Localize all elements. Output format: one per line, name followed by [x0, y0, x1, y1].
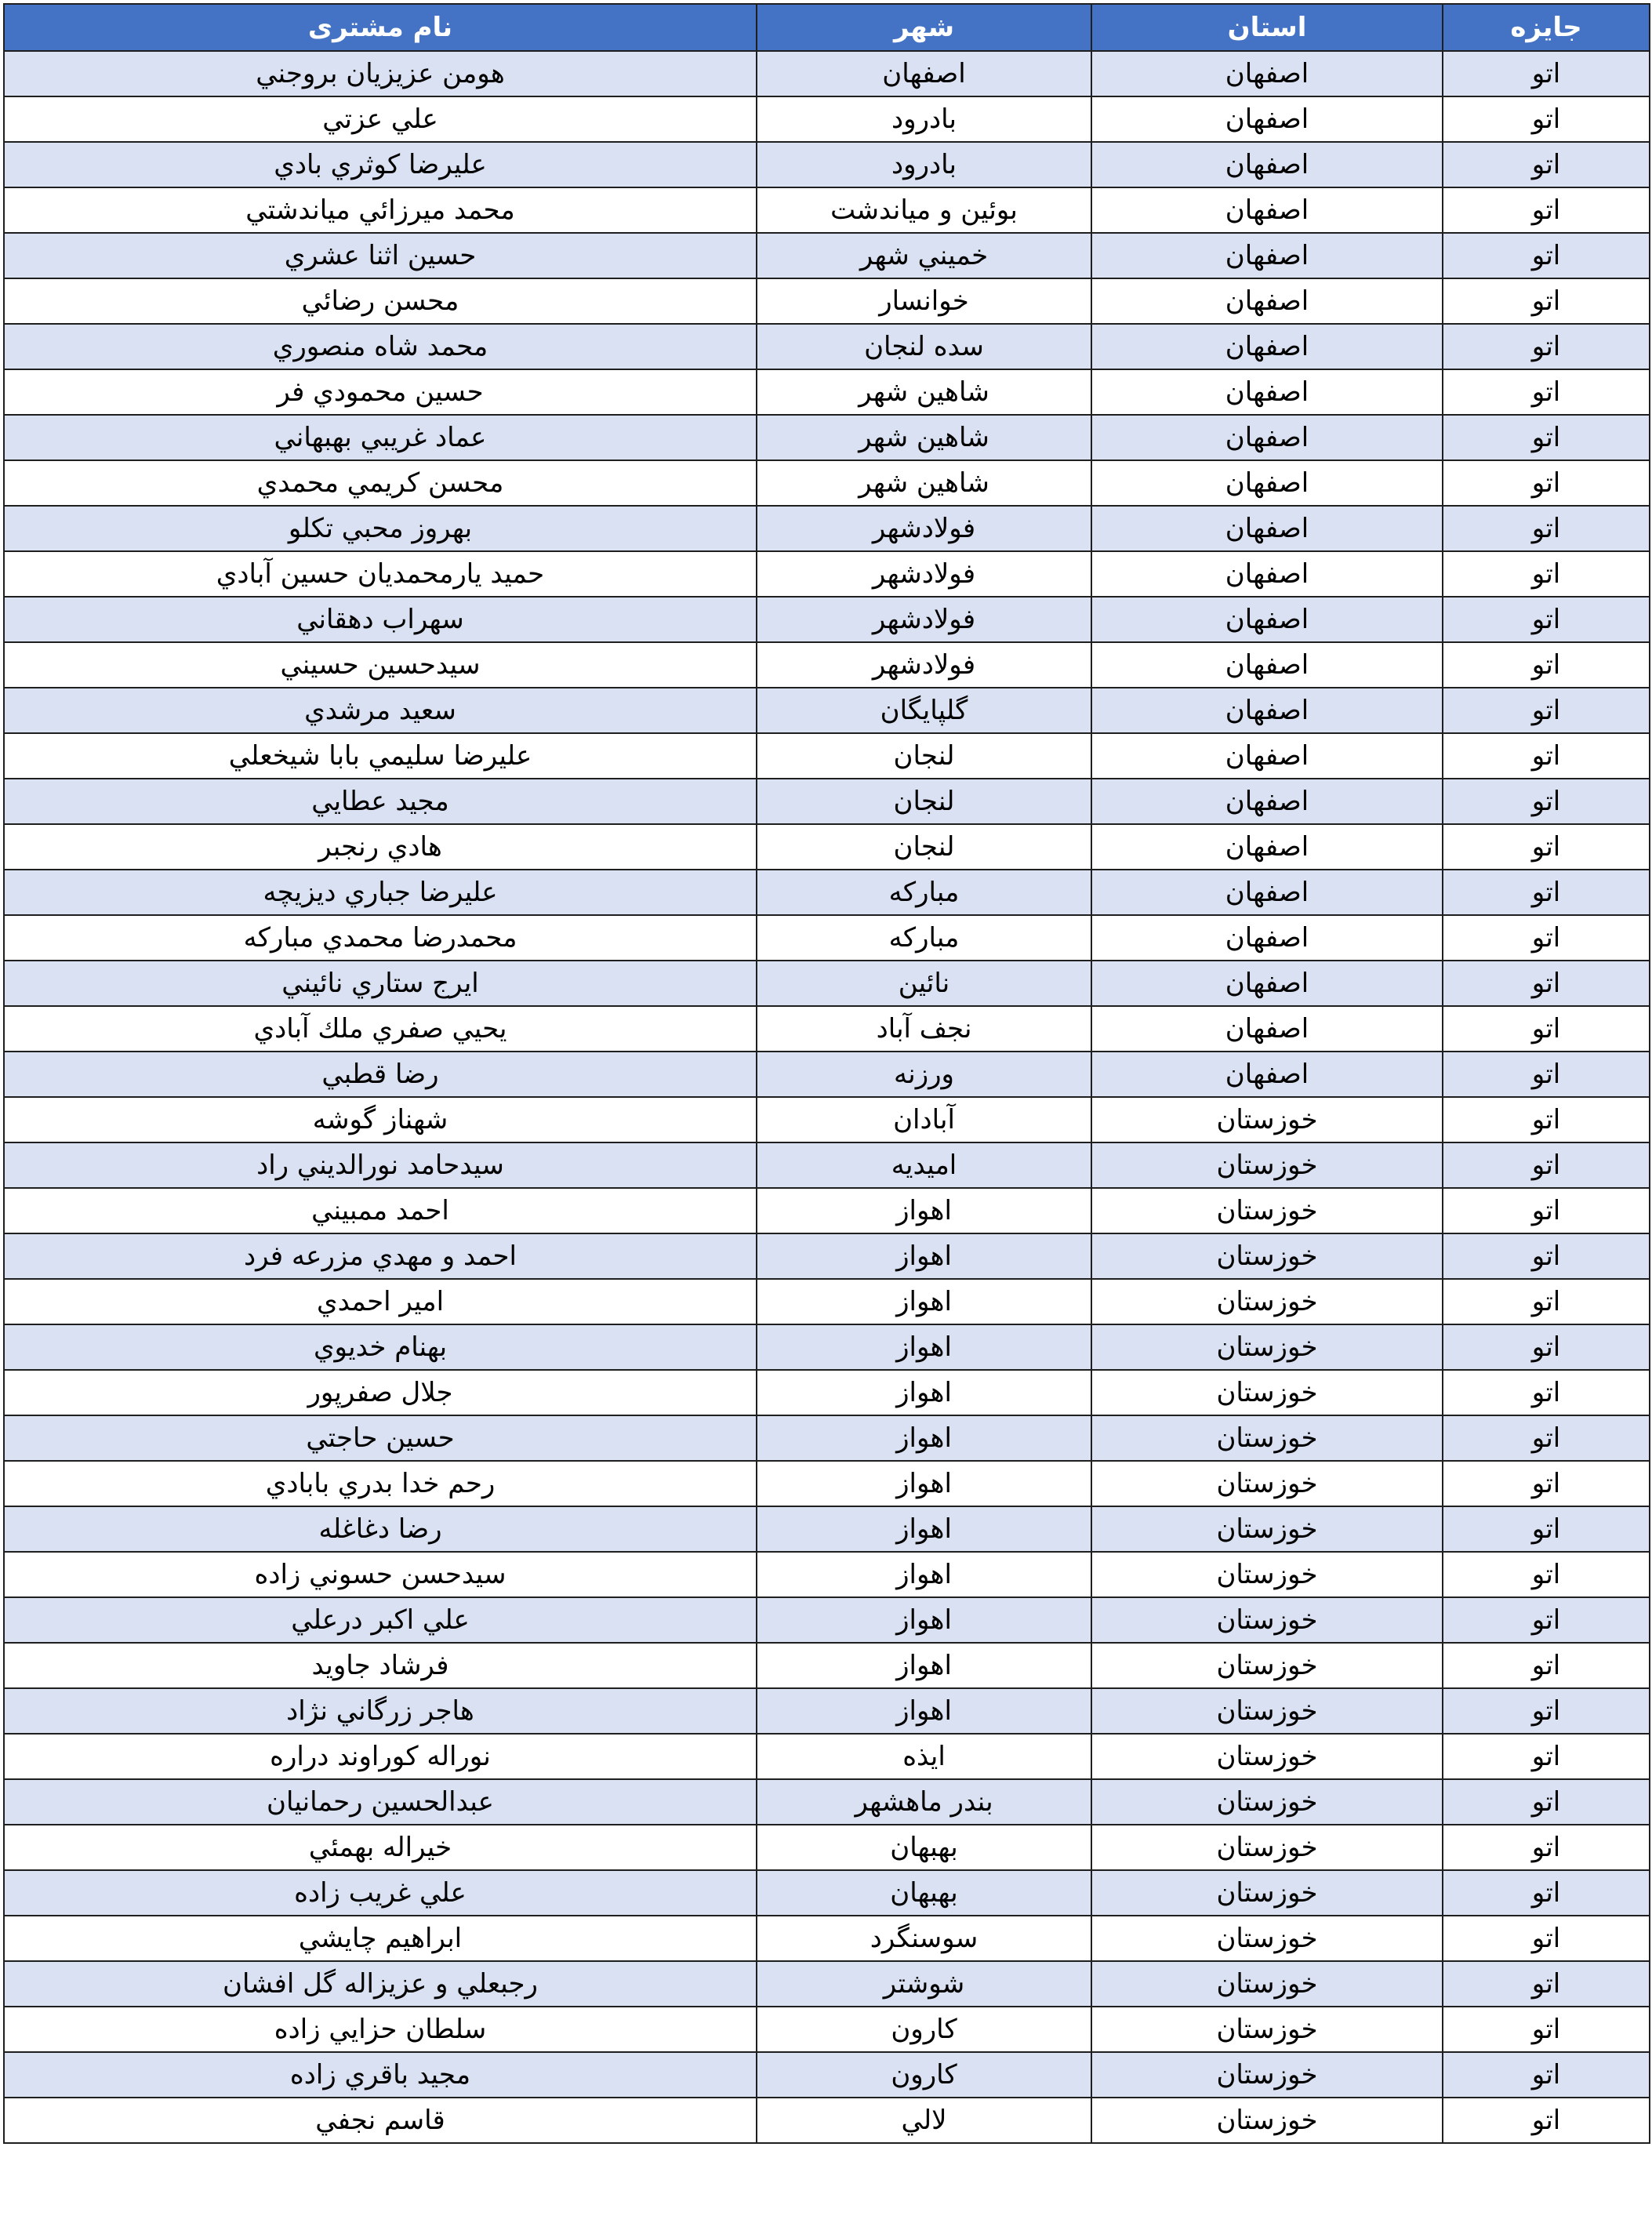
cell-province: اصفهان — [1091, 1052, 1443, 1097]
cell-prize: اتو — [1443, 324, 1650, 369]
cell-prize: اتو — [1443, 2052, 1650, 2098]
table-row — [4, 278, 1650, 324]
cell-name: علي غريب زاده — [4, 1870, 757, 1916]
table-row — [4, 1052, 1650, 1097]
cell-name: حميد يارمحمديان حسين آبادي — [4, 551, 757, 597]
cell-prize: اتو — [1443, 1506, 1650, 1552]
table-row — [4, 1415, 1650, 1461]
cell-name: محسن كريمي محمدي — [4, 460, 757, 506]
cell-name: احمد و مهدي مزرعه فرد — [4, 1233, 757, 1279]
cell-name: بهنام خديوي — [4, 1324, 757, 1370]
cell-name: سعيد مرشدي — [4, 688, 757, 733]
cell-city: كارون — [757, 2052, 1091, 2098]
cell-province: خوزستان — [1091, 2052, 1443, 2098]
cell-province: اصفهان — [1091, 233, 1443, 278]
cell-province: خوزستان — [1091, 2098, 1443, 2143]
cell-prize: اتو — [1443, 460, 1650, 506]
cell-name: بهروز محبي تكلو — [4, 506, 757, 551]
winners-sheet — [3, 3, 1649, 2231]
cell-province: اصفهان — [1091, 779, 1443, 824]
cell-province: خوزستان — [1091, 1415, 1443, 1461]
cell-name: سهراب دهقاني — [4, 597, 757, 642]
cell-name: رحم خدا بدري بابادي — [4, 1461, 757, 1506]
cell-prize: اتو — [1443, 779, 1650, 824]
cell-city: اهواز — [757, 1597, 1091, 1643]
cell-city: نجف آباد — [757, 1006, 1091, 1052]
cell-prize: اتو — [1443, 1552, 1650, 1597]
table-row — [4, 1825, 1650, 1870]
cell-prize: اتو — [1443, 187, 1650, 233]
cell-province: اصفهان — [1091, 460, 1443, 506]
cell-city: اهواز — [757, 1233, 1091, 1279]
table-row — [4, 961, 1650, 1006]
cell-province: خوزستان — [1091, 1506, 1443, 1552]
table-row — [4, 597, 1650, 642]
cell-name: هومن عزيزيان بروجني — [4, 51, 757, 96]
cell-city: اهواز — [757, 1552, 1091, 1597]
cell-province: اصفهان — [1091, 961, 1443, 1006]
cell-prize: اتو — [1443, 1097, 1650, 1142]
cell-name: حسين محمودي فر — [4, 369, 757, 415]
cell-name: رضا دغاغله — [4, 1506, 757, 1552]
cell-prize: اتو — [1443, 369, 1650, 415]
table-row — [4, 915, 1650, 961]
cell-prize: اتو — [1443, 142, 1650, 187]
table-row — [4, 1188, 1650, 1233]
cell-province: اصفهان — [1091, 51, 1443, 96]
cell-city: اهواز — [757, 1506, 1091, 1552]
cell-city: لنجان — [757, 824, 1091, 870]
cell-prize: اتو — [1443, 1324, 1650, 1370]
cell-name: محسن رضائي — [4, 278, 757, 324]
cell-name: فرشاد جاويد — [4, 1643, 757, 1688]
cell-name: ابراهيم چايشي — [4, 1916, 757, 1961]
cell-prize: اتو — [1443, 1643, 1650, 1688]
cell-prize: اتو — [1443, 506, 1650, 551]
cell-province: خوزستان — [1091, 1188, 1443, 1233]
cell-province: خوزستان — [1091, 1779, 1443, 1825]
header-name: نام مشتری — [4, 4, 757, 51]
table-row — [4, 1779, 1650, 1825]
cell-city: اميديه — [757, 1142, 1091, 1188]
cell-name: سيدحسن حسوني زاده — [4, 1552, 757, 1597]
cell-city: فولادشهر — [757, 551, 1091, 597]
table-header — [4, 4, 1650, 51]
table-row — [4, 779, 1650, 824]
cell-province: خوزستان — [1091, 1961, 1443, 2007]
cell-city: نائين — [757, 961, 1091, 1006]
header-prize: جایزه — [1443, 4, 1650, 51]
cell-name: جلال صفرپور — [4, 1370, 757, 1415]
cell-city: گلپايگان — [757, 688, 1091, 733]
cell-name: امير احمدي — [4, 1279, 757, 1324]
table-row — [4, 369, 1650, 415]
cell-province: اصفهان — [1091, 506, 1443, 551]
cell-prize: اتو — [1443, 1052, 1650, 1097]
cell-prize: اتو — [1443, 915, 1650, 961]
header-province: استان — [1091, 4, 1443, 51]
cell-prize: اتو — [1443, 1006, 1650, 1052]
cell-province: اصفهان — [1091, 369, 1443, 415]
cell-province: اصفهان — [1091, 278, 1443, 324]
cell-province: اصفهان — [1091, 915, 1443, 961]
cell-province: خوزستان — [1091, 1825, 1443, 1870]
cell-province: اصفهان — [1091, 824, 1443, 870]
table-row — [4, 1097, 1650, 1142]
cell-city: بادرود — [757, 142, 1091, 187]
table-row — [4, 324, 1650, 369]
cell-province: خوزستان — [1091, 1370, 1443, 1415]
cell-prize: اتو — [1443, 642, 1650, 688]
table-row — [4, 415, 1650, 460]
table-row — [4, 1279, 1650, 1324]
table-row — [4, 1370, 1650, 1415]
cell-prize: اتو — [1443, 278, 1650, 324]
table-row — [4, 1688, 1650, 1734]
header-city: شهر — [757, 4, 1091, 51]
cell-prize: اتو — [1443, 1961, 1650, 2007]
cell-city: ورزنه — [757, 1052, 1091, 1097]
cell-city: بهبهان — [757, 1870, 1091, 1916]
cell-province: خوزستان — [1091, 1870, 1443, 1916]
cell-prize: اتو — [1443, 2007, 1650, 2052]
cell-name: هاجر زرگاني نژاد — [4, 1688, 757, 1734]
cell-city: اهواز — [757, 1279, 1091, 1324]
cell-prize: اتو — [1443, 1825, 1650, 1870]
cell-province: خوزستان — [1091, 1142, 1443, 1188]
cell-province: اصفهان — [1091, 142, 1443, 187]
cell-province: خوزستان — [1091, 1597, 1443, 1643]
cell-name: محمد ميرزائي مياندشتي — [4, 187, 757, 233]
cell-city: بندر ماهشهر — [757, 1779, 1091, 1825]
cell-city: شوشتر — [757, 1961, 1091, 2007]
table-row — [4, 2052, 1650, 2098]
cell-province: خوزستان — [1091, 1097, 1443, 1142]
cell-city: مباركه — [757, 915, 1091, 961]
cell-city: اهواز — [757, 1370, 1091, 1415]
cell-city: لنجان — [757, 779, 1091, 824]
cell-name: حسين حاجتي — [4, 1415, 757, 1461]
cell-city: شاهين شهر — [757, 460, 1091, 506]
cell-city: خوانسار — [757, 278, 1091, 324]
table-row — [4, 870, 1650, 915]
cell-prize: اتو — [1443, 961, 1650, 1006]
table-row — [4, 733, 1650, 779]
cell-prize: اتو — [1443, 688, 1650, 733]
table-row — [4, 233, 1650, 278]
cell-prize: اتو — [1443, 1461, 1650, 1506]
table-row — [4, 1643, 1650, 1688]
cell-province: اصفهان — [1091, 642, 1443, 688]
cell-name: يحيي صفري ملك آبادي — [4, 1006, 757, 1052]
table-row — [4, 1597, 1650, 1643]
table-row — [4, 506, 1650, 551]
cell-city: فولادشهر — [757, 506, 1091, 551]
cell-province: اصفهان — [1091, 733, 1443, 779]
cell-name: عليرضا كوثري بادي — [4, 142, 757, 187]
cell-city: اهواز — [757, 1188, 1091, 1233]
cell-name: علي عزتي — [4, 96, 757, 142]
cell-prize: اتو — [1443, 2098, 1650, 2143]
table-row — [4, 460, 1650, 506]
cell-prize: اتو — [1443, 1188, 1650, 1233]
cell-city: اهواز — [757, 1415, 1091, 1461]
cell-name: علي اكبر درعلي — [4, 1597, 757, 1643]
table-row — [4, 1233, 1650, 1279]
cell-province: خوزستان — [1091, 1552, 1443, 1597]
cell-prize: اتو — [1443, 96, 1650, 142]
table-row — [4, 642, 1650, 688]
cell-name: مجيد باقري زاده — [4, 2052, 757, 2098]
cell-province: خوزستان — [1091, 1734, 1443, 1779]
cell-name: عليرضا جباري ديزيچه — [4, 870, 757, 915]
cell-city: بوئين و مياندشت — [757, 187, 1091, 233]
cell-city: لنجان — [757, 733, 1091, 779]
table-row — [4, 1506, 1650, 1552]
cell-name: قاسم نجفي — [4, 2098, 757, 2143]
cell-name: ايرج ستاري نائيني — [4, 961, 757, 1006]
table-row — [4, 142, 1650, 187]
cell-prize: اتو — [1443, 824, 1650, 870]
cell-name: شهناز گوشه — [4, 1097, 757, 1142]
cell-city: فولادشهر — [757, 642, 1091, 688]
cell-province: اصفهان — [1091, 415, 1443, 460]
cell-city: فولادشهر — [757, 597, 1091, 642]
cell-city: بادرود — [757, 96, 1091, 142]
cell-prize: اتو — [1443, 51, 1650, 96]
table-row — [4, 1324, 1650, 1370]
table-row — [4, 1870, 1650, 1916]
table-row — [4, 1961, 1650, 2007]
cell-name: عبدالحسين رحمانيان — [4, 1779, 757, 1825]
cell-province: اصفهان — [1091, 551, 1443, 597]
cell-city: ايذه — [757, 1734, 1091, 1779]
cell-city: مباركه — [757, 870, 1091, 915]
cell-province: اصفهان — [1091, 1006, 1443, 1052]
cell-province: اصفهان — [1091, 870, 1443, 915]
cell-prize: اتو — [1443, 1370, 1650, 1415]
cell-province: اصفهان — [1091, 324, 1443, 369]
table-body — [4, 51, 1650, 2143]
cell-prize: اتو — [1443, 1779, 1650, 1825]
table-row — [4, 2098, 1650, 2143]
cell-prize: اتو — [1443, 1597, 1650, 1643]
table-row — [4, 824, 1650, 870]
cell-city: سده لنجان — [757, 324, 1091, 369]
table-row — [4, 51, 1650, 96]
cell-name: احمد ممبيني — [4, 1188, 757, 1233]
cell-province: خوزستان — [1091, 1324, 1443, 1370]
table-row — [4, 1734, 1650, 1779]
cell-city: خميني شهر — [757, 233, 1091, 278]
cell-name: محمد شاه منصوري — [4, 324, 757, 369]
cell-prize: اتو — [1443, 551, 1650, 597]
cell-province: خوزستان — [1091, 2007, 1443, 2052]
table-row — [4, 1142, 1650, 1188]
cell-prize: اتو — [1443, 597, 1650, 642]
cell-province: اصفهان — [1091, 688, 1443, 733]
table-row — [4, 2007, 1650, 2052]
cell-name: سيدحامد نورالديني راد — [4, 1142, 757, 1188]
cell-province: خوزستان — [1091, 1279, 1443, 1324]
cell-name: خيراله بهمئي — [4, 1825, 757, 1870]
cell-province: خوزستان — [1091, 1688, 1443, 1734]
cell-city: اصفهان — [757, 51, 1091, 96]
cell-province: خوزستان — [1091, 1643, 1443, 1688]
cell-prize: اتو — [1443, 1870, 1650, 1916]
cell-city: كارون — [757, 2007, 1091, 2052]
table-row — [4, 551, 1650, 597]
cell-prize: اتو — [1443, 233, 1650, 278]
cell-name: عليرضا سليمي بابا شيخعلي — [4, 733, 757, 779]
cell-prize: اتو — [1443, 1688, 1650, 1734]
cell-name: سيدحسين حسيني — [4, 642, 757, 688]
cell-city: لالي — [757, 2098, 1091, 2143]
cell-city: سوسنگرد — [757, 1916, 1091, 1961]
cell-prize: اتو — [1443, 1279, 1650, 1324]
table-row — [4, 1461, 1650, 1506]
cell-province: اصفهان — [1091, 96, 1443, 142]
cell-province: اصفهان — [1091, 187, 1443, 233]
table-row — [4, 1006, 1650, 1052]
table-row — [4, 187, 1650, 233]
cell-name: نوراله كوراوند دراره — [4, 1734, 757, 1779]
cell-city: اهواز — [757, 1643, 1091, 1688]
header-row — [4, 4, 1650, 51]
cell-name: رضا قطبي — [4, 1052, 757, 1097]
cell-name: سلطان حزايي زاده — [4, 2007, 757, 2052]
table-row — [4, 1916, 1650, 1961]
cell-name: حسين اثنا عشري — [4, 233, 757, 278]
table-row — [4, 96, 1650, 142]
cell-name: عماد غريبي بهبهاني — [4, 415, 757, 460]
cell-province: اصفهان — [1091, 597, 1443, 642]
cell-city: اهواز — [757, 1324, 1091, 1370]
cell-prize: اتو — [1443, 1734, 1650, 1779]
cell-name: محمدرضا محمدي مباركه — [4, 915, 757, 961]
cell-prize: اتو — [1443, 415, 1650, 460]
table-row — [4, 1552, 1650, 1597]
cell-city: اهواز — [757, 1461, 1091, 1506]
table-row — [4, 688, 1650, 733]
cell-name: هادي رنجبر — [4, 824, 757, 870]
cell-city: اهواز — [757, 1688, 1091, 1734]
cell-city: شاهين شهر — [757, 369, 1091, 415]
cell-province: خوزستان — [1091, 1233, 1443, 1279]
cell-city: شاهين شهر — [757, 415, 1091, 460]
cell-prize: اتو — [1443, 1142, 1650, 1188]
cell-prize: اتو — [1443, 1233, 1650, 1279]
cell-name: مجيد عطايي — [4, 779, 757, 824]
winners-table — [3, 3, 1650, 2144]
cell-prize: اتو — [1443, 733, 1650, 779]
cell-city: بهبهان — [757, 1825, 1091, 1870]
cell-name: رجبعلي و عزيزاله گل افشان — [4, 1961, 757, 2007]
cell-prize: اتو — [1443, 1916, 1650, 1961]
cell-prize: اتو — [1443, 870, 1650, 915]
cell-province: خوزستان — [1091, 1916, 1443, 1961]
cell-prize: اتو — [1443, 1415, 1650, 1461]
cell-province: خوزستان — [1091, 1461, 1443, 1506]
cell-city: آبادان — [757, 1097, 1091, 1142]
